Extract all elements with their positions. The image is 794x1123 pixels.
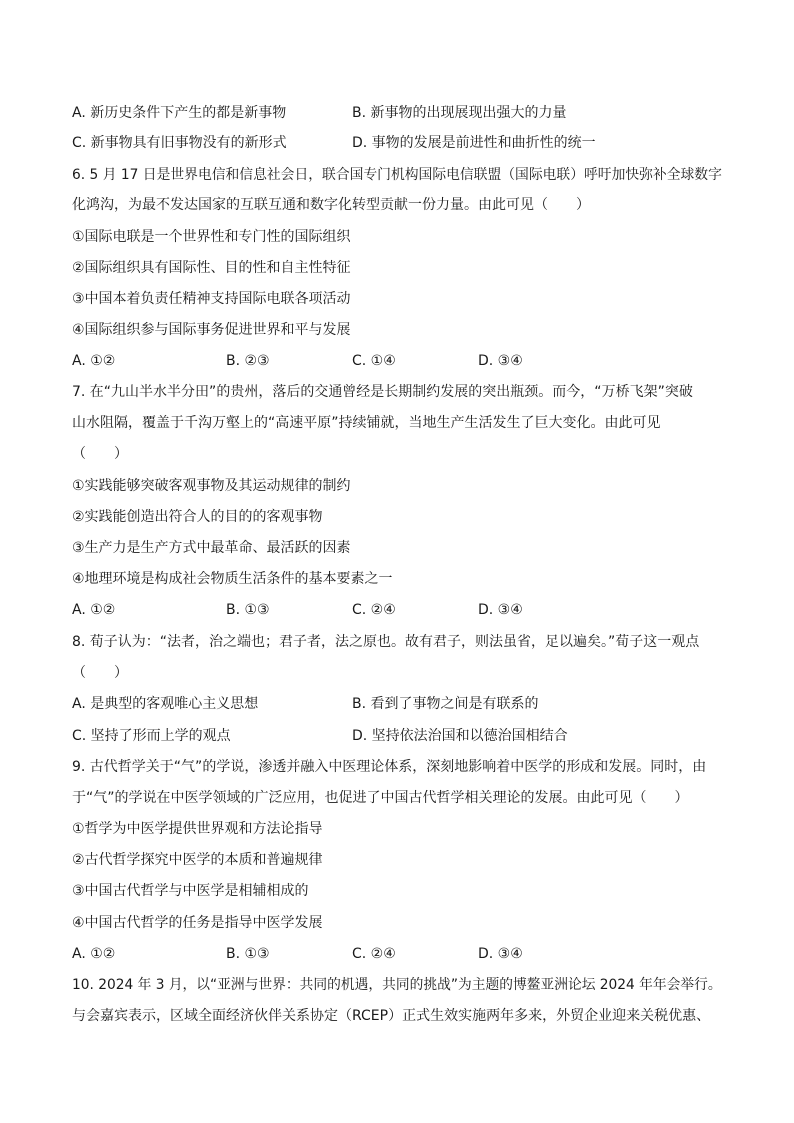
- q9-statement-4: ④中国古代哲学的任务是指导中医学发展: [72, 915, 323, 931]
- q10-stem-line-2: 与会嘉宾表示，区域全面经济伙伴关系协定（RCEP）正式生效实施两年多来，外贸企业迎来关税优惠、: [72, 1008, 711, 1024]
- q9-option-c[interactable]: C. ②④: [352, 946, 396, 962]
- q7-stem-line-2: 山水阻隔，覆盖于千沟万壑上的“高速平原”持续铺就，当地生产生活发生了巨大变化。由此可见: [72, 415, 661, 431]
- q8-option-c[interactable]: C. 坚持了形而上学的观点: [72, 728, 231, 744]
- q6-statement-3: ③中国本着负责任精神支持国际电联各项活动: [72, 291, 351, 307]
- q10-stem-line-1: 10. 2024 年 3 月，以“亚洲与世界：共同的机遇，共同的挑战”为主题的博鳌亚洲论坛 2024 年年会举行。: [72, 977, 722, 993]
- q9-option-b[interactable]: B. ①③: [226, 946, 270, 962]
- q9-statement-3: ③中国古代哲学与中医学是相辅相成的: [72, 883, 309, 899]
- q7-statement-1: ①实践能够突破客观事物及其运动规律的制约: [72, 478, 351, 494]
- q7-statement-3: ③生产力是生产方式中最革命、最活跃的因素: [72, 540, 351, 556]
- q5-option-b[interactable]: B. 新事物的出现展现出强大的力量: [352, 105, 567, 121]
- q6-statement-2: ②国际组织具有国际性、目的性和自主性特征: [72, 260, 351, 276]
- q6-option-d[interactable]: D. ③④: [478, 353, 523, 369]
- q9-statement-2: ②古代哲学探究中医学的本质和普遍规律: [72, 852, 323, 868]
- q5-option-a[interactable]: A. 新历史条件下产生的都是新事物: [72, 105, 287, 121]
- q6-option-a[interactable]: A. ①②: [72, 353, 116, 369]
- q7-option-d[interactable]: D. ③④: [478, 602, 523, 618]
- q7-statement-4: ④地理环境是构成社会物质生活条件的基本要素之一: [72, 571, 393, 587]
- q6-stem-line-1: 6. 5 月 17 日是世界电信和信息社会日，联合国专门机构国际电信联盟（国际电联）呼吁加快弥补全球数字: [72, 167, 722, 183]
- q9-stem-line-2: 于“气”的学说在中医学领域的广泛应用，也促进了中国古代哲学相关理论的发展。由此可见（ ）: [72, 790, 689, 806]
- q7-option-c[interactable]: C. ②④: [352, 602, 396, 618]
- q7-stem-line-1: 7. 在“九山半水半分田”的贵州，落后的交通曾经是长期制约发展的突出瓶颈。而今，“万桥飞架”突破: [72, 384, 693, 400]
- q7-statement-2: ②实践能创造出符合人的目的的客观事物: [72, 509, 323, 525]
- q5-option-c[interactable]: C. 新事物具有旧事物没有的新形式: [72, 135, 287, 151]
- q7-option-b[interactable]: B. ①③: [226, 602, 270, 618]
- q9-stem-line-1: 9. 古代哲学关于“气”的学说，渗透并融入中医理论体系，深刻地影响着中医学的形成和发展。同时，由: [72, 759, 707, 775]
- q7-option-a[interactable]: A. ①②: [72, 602, 116, 618]
- q8-option-a[interactable]: A. 是典型的客观唯心主义思想: [72, 696, 259, 712]
- q8-stem-line-2: （ ）: [72, 665, 128, 681]
- q7-stem-line-3: （ ）: [72, 446, 128, 462]
- q6-option-c[interactable]: C. ①④: [352, 353, 396, 369]
- q8-stem-line-1: 8. 荀子认为：“法者，治之端也；君子者，法之原也。故有君子，则法虽省，足以遍矣。”荀子这一观点: [72, 634, 700, 650]
- q6-stem-line-2: 化鸿沟，为最不发达国家的互联互通和数字化转型贡献一份力量。由此可见（ ）: [72, 197, 590, 213]
- q9-option-a[interactable]: A. ①②: [72, 946, 116, 962]
- q6-option-b[interactable]: B. ②③: [226, 353, 270, 369]
- q6-statement-4: ④国际组织参与国际事务促进世界和平与发展: [72, 322, 351, 338]
- q9-option-d[interactable]: D. ③④: [478, 946, 523, 962]
- q8-option-b[interactable]: B. 看到了事物之间是有联系的: [352, 696, 539, 712]
- q6-statement-1: ①国际电联是一个世界性和专门性的国际组织: [72, 229, 351, 245]
- q8-option-d[interactable]: D. 坚持依法治国和以德治国相结合: [352, 728, 568, 744]
- q9-statement-1: ①哲学为中医学提供世界观和方法论指导: [72, 821, 323, 837]
- q5-option-d[interactable]: D. 事物的发展是前进性和曲折性的统一: [352, 135, 596, 151]
